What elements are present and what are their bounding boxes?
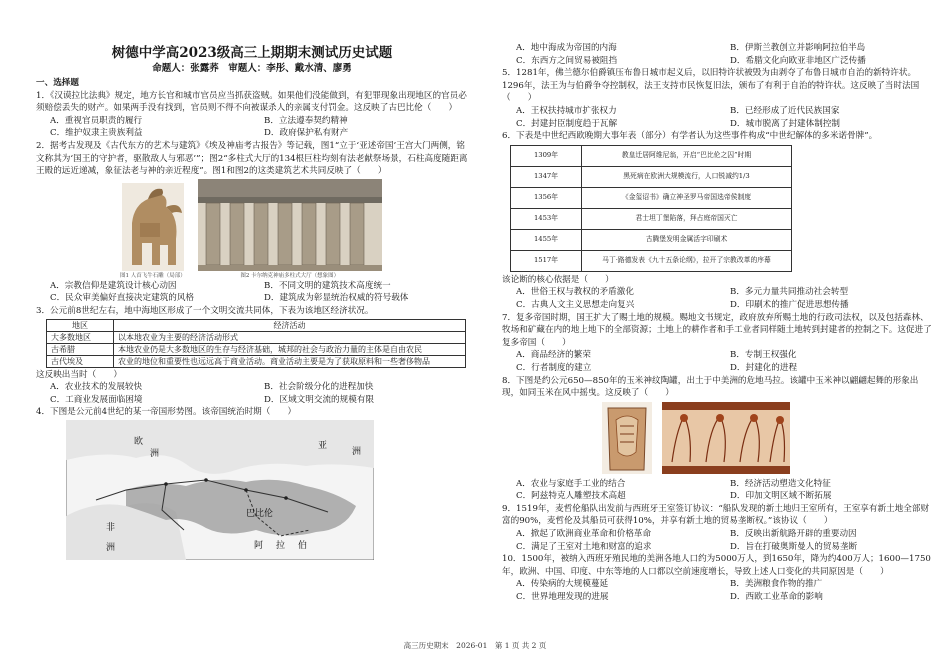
q9-option-a[interactable]: A．掀起了欧洲商业革命和价格革命: [516, 529, 652, 540]
q6-stem: 6．下表是中世纪西欧晚期大事年表（部分）有学者认为这些事件构成“中世纪解体的多米诺骨牌”。: [502, 131, 878, 142]
map-label: 阿: [254, 540, 264, 551]
map-label: 伯: [298, 540, 308, 551]
q8-figures: [602, 402, 934, 476]
map-label: 巴比伦: [246, 508, 274, 519]
q2-option-b[interactable]: B．不同文明的建筑技术高度统一: [264, 280, 391, 291]
section-heading: 一、选择题: [36, 78, 79, 88]
q3-option-d[interactable]: D．区域文明交流的规模有限: [264, 394, 375, 405]
q6-option-c[interactable]: C．古典人文主义思想走向复兴: [516, 299, 635, 310]
left-column: [36, 0, 468, 565]
q10-option-d[interactable]: D．西欧工业革命的影响: [730, 592, 823, 603]
q7-option-c[interactable]: C．行者制度的建立: [516, 362, 592, 373]
q2-figures: [120, 180, 468, 280]
table-header: 经济活动: [114, 319, 466, 331]
table-cell-year: 1455年: [511, 229, 582, 250]
q10-option-b[interactable]: B．美洲粮食作物的推广: [730, 579, 823, 590]
table-row: [511, 187, 792, 208]
map-label: 洲: [150, 448, 160, 459]
q7-option-b[interactable]: B．专制王权强化: [730, 350, 797, 361]
q8-options: [502, 478, 934, 503]
authors-line: 命题人：张露荞 审题人：李彤、戴水清、廖勇: [152, 63, 352, 74]
q8-stem: 8．下图是约公元650—850年的玉米神纹陶罐，出土于中美洲的危地马拉。该罐中玉米神以翩翩起舞的形象出现，如同玉米在风中摇曳。这反映了（ ）: [502, 375, 919, 399]
table-cell-year: 1356年: [511, 187, 582, 208]
table-row: [511, 145, 792, 166]
table-row: [511, 208, 792, 229]
q9-option-c[interactable]: C．满足了王室对土地和财富的追求: [516, 541, 652, 552]
q7-options: [502, 349, 934, 374]
q2-options: [36, 280, 468, 305]
q2-option-a[interactable]: A．宗教信仰是建筑设计核心动因: [50, 280, 177, 291]
q4-option-b[interactable]: B．伊斯兰教创立并影响阿拉伯半岛: [730, 43, 866, 53]
q5-option-a[interactable]: A．王权扶持城市扩张权力: [516, 105, 617, 116]
map-label: 非: [106, 522, 116, 533]
q9-option-b[interactable]: B．反映出新航路开辟的重要动因: [730, 529, 857, 540]
q10-stem: 10．1500年，被纳入西班牙殖民地的美洲各地人口约为5000万人，到1650年，降为约400万人；1600—1750年，欧洲、中国、印度、中东等地的人口都以空前速度增长，导致上述人口变化的共同原因是（ ）: [502, 554, 931, 577]
map-label: 欧: [134, 436, 144, 447]
table-row: [511, 250, 792, 271]
q9-options: [502, 528, 934, 553]
q10-options: [502, 578, 934, 603]
table-row: [47, 331, 466, 343]
q1-stem: 1．《汉谟拉比法典》规定，地方长官和城市官员应当抓获盗贼。如果他们没能做到，有犯罪现象出现地区的官员必须赔偿丢失的财产。如果两手没有找到，官员则不得不向被谋杀人的亲属支付罚金。这反映了古巴比伦（ ）: [36, 90, 467, 114]
q2-option-c[interactable]: C．民众审美偏好直接决定建筑的风格: [50, 293, 195, 304]
empire-map: [66, 420, 374, 560]
figure-2-caption: 图2 卡尔纳克神庙多柱式大厅（想象图）: [240, 272, 340, 279]
table-cell-year: 1309年: [511, 145, 582, 166]
q5-option-b[interactable]: B．已经形成了近代民族国家: [730, 105, 840, 116]
table-cell-year: 1517年: [511, 250, 582, 271]
right-column: [502, 0, 934, 604]
q3-stem: 3．公元前8世纪左右，地中海地区形成了一个文明交流共同体，下表为该地区经济状况。: [36, 305, 374, 316]
q4-option-c[interactable]: C．东西方之间贸易被阻挡: [516, 55, 618, 66]
q6-options: [502, 286, 934, 311]
q4-option-d[interactable]: D．希腊文化向欧亚非地区广泛传播: [730, 55, 866, 66]
q3-option-a[interactable]: A．农业技术的发展较快: [50, 382, 143, 393]
q10-option-c[interactable]: C．世界地理发现的进展: [516, 592, 609, 603]
table-cell-event: 马丁·路德发表《九十五条论纲》，拉开了宗教改革的序幕: [582, 250, 792, 271]
q5-option-d[interactable]: D．城市脱离了封建体制控制: [730, 118, 841, 129]
q3-option-b[interactable]: B．社会阶级分化的进程加快: [264, 382, 374, 393]
table-cell-year: 1453年: [511, 208, 582, 229]
figure-1-caption: 图1 人首飞牛石雕（局部）: [120, 272, 186, 279]
table-cell: 古代埃及: [47, 355, 114, 367]
q6-option-b[interactable]: B．多元力量共同推动社会转型: [730, 287, 849, 298]
table-cell-event: 《金玺诏书》确立神圣罗马帝国选帝侯制度: [582, 187, 792, 208]
q8-option-c[interactable]: C．阿兹特克人雕塑技术高超: [516, 491, 626, 502]
q8-option-a[interactable]: A．农业与家庭手工业的结合: [516, 478, 626, 489]
table-cell: 大多数地区: [47, 331, 114, 343]
lamassu-statue-image: [122, 183, 184, 271]
q8-option-b[interactable]: B．经济活动塑造文化特征: [730, 478, 831, 489]
q9-option-d[interactable]: D．旨在打破奥斯曼人的贸易垄断: [730, 541, 858, 552]
q4-option-a[interactable]: A．地中海成为帝国的内海: [516, 43, 617, 53]
q5-stem: 5．1281年，佛兰德尔伯爵镇压布鲁日城市起义后，以旧特许状被毁为由剥夺了布鲁日城市自治的新特许状。1296年，法王为与伯爵争夺控制权，法王支持市民恢复旧法，颁布了有利于自治的特许状。这反映了当时法国（ ）: [502, 68, 920, 104]
vase-rollout-image: [662, 402, 790, 474]
q5-option-c[interactable]: C．封建封臣制度趋于瓦解: [516, 118, 618, 129]
exam-title: 树德中学高2023级高三上期期末测试历史试题: [111, 45, 393, 61]
table-cell-event: 古腾堡发明金属活字印刷术: [582, 229, 792, 250]
q7-option-a[interactable]: A．商品经济的繁荣: [516, 350, 591, 361]
q6-tail: 该论断的核心依据是（ ）: [502, 274, 614, 285]
table-cell-event: 黑死病在欧洲大规模流行，人口锐减约1/3: [582, 166, 792, 187]
q3-option-c[interactable]: C．工商业发展面临困境: [50, 394, 143, 405]
q6-table: [510, 145, 792, 272]
table-cell: 以本地农业为主要的经济活动形式: [114, 331, 466, 343]
q7-stem: 7．复多帝国时期，国王扩大了赐土地的规模。赐地文书规定，政府放弃所赐土地的行政司法权，以及包括森林、牧场和矿藏在内的地上地下的全部资源；土地上的耕作者和手工业者同样随土地转到封建者的控制之下。这促进了复多帝国（ ）: [502, 312, 932, 348]
q6-option-d[interactable]: D．印刷术的推广促进思想传播: [730, 299, 849, 310]
table-cell: 本地农业仍是大多数地区的生存与经济基础，城邦的社会与政治力量的主体是自由农民: [114, 343, 466, 355]
q1-option-a[interactable]: A．重视官员职责的履行: [50, 115, 143, 126]
q2-stem: 2．据考古发现及《古代东方的艺术与建筑》《埃及神庙考古报告》等记载，图1“立于‘亚述帝国’王宫大门两侧，铭文称其为‘国王的守护者，驱散敌人与邪恶’”；图2“多柱式大厅的134根巨柱均刻有法老献祭场景，石柱高度随距离王殿的远近递减，象征法老与神的亲近程度”。图1和图2的这类建筑艺术共同反映了（ ）: [36, 140, 468, 177]
maize-god-vase-image: [602, 402, 652, 474]
q9-stem: 9．1519年，麦哲伦船队出发前与西班牙王室签订协议：“船队发现的新土地归王室所有，王室享有新土地全部财富的90%，麦哲伦及其船员可获得10%，并享有新土地的贸易垄断权。”该协议（ ）: [502, 503, 930, 527]
q2-option-d[interactable]: D．建筑成为彰显统治权威的符号载体: [264, 293, 409, 304]
map-label: 洲: [352, 446, 362, 457]
figure-2: [198, 179, 382, 280]
table-cell-year: 1347年: [511, 166, 582, 187]
map-label: 洲: [106, 542, 116, 553]
hypostyle-hall-image: [198, 179, 382, 271]
table-row: [511, 229, 792, 250]
q3-options: [36, 381, 468, 406]
table-cell: 农业的地位和重要性也远远高于商业活动。商业活动主要是为了获取原料和一些奢侈物品: [114, 355, 466, 367]
q8-option-d[interactable]: D．印加文明区域不断拓展: [730, 491, 832, 502]
q3-table: [46, 319, 466, 368]
q1-option-b[interactable]: B．立法遵奉契约精神: [264, 115, 348, 126]
table-header: 地区: [47, 319, 114, 331]
q5-options: [502, 105, 934, 130]
figure-1: [120, 183, 186, 280]
q7-option-d[interactable]: D．封建化的进程: [730, 362, 798, 373]
table-cell: 古希腊: [47, 343, 114, 355]
table-row: [47, 343, 466, 355]
q6-option-a[interactable]: A．世俗王权与教权的矛盾激化: [516, 287, 634, 298]
q1-option-c[interactable]: C．维护奴隶主贵族利益: [50, 128, 143, 139]
table-cell-event: 君士坦丁堡陷落，拜占庭帝国灭亡: [582, 208, 792, 229]
page-footer: 高三历史期末 2026-01 第 1 页 共 2 页: [403, 641, 547, 650]
table-row: [511, 166, 792, 187]
q10-option-a[interactable]: A．传染病的大规模蔓延: [516, 579, 609, 590]
q1-options: [36, 115, 468, 140]
q1-option-d[interactable]: D．政府保护私有财产: [264, 128, 349, 139]
table-cell-event: 教皇迁居阿维尼翁，开启“巴比伦之囚”时期: [582, 145, 792, 166]
table-row: [47, 355, 466, 367]
map-label: 拉: [276, 540, 286, 551]
table-header-row: [47, 319, 466, 331]
q3-tail: 这反映出当时（ ）: [36, 369, 122, 380]
q4-stem: 4．下图是公元前4世纪的某一帝国形势图。该帝国统治时期（ ）: [36, 407, 297, 418]
q4-options: [502, 42, 934, 67]
map-label: 亚: [318, 440, 328, 451]
